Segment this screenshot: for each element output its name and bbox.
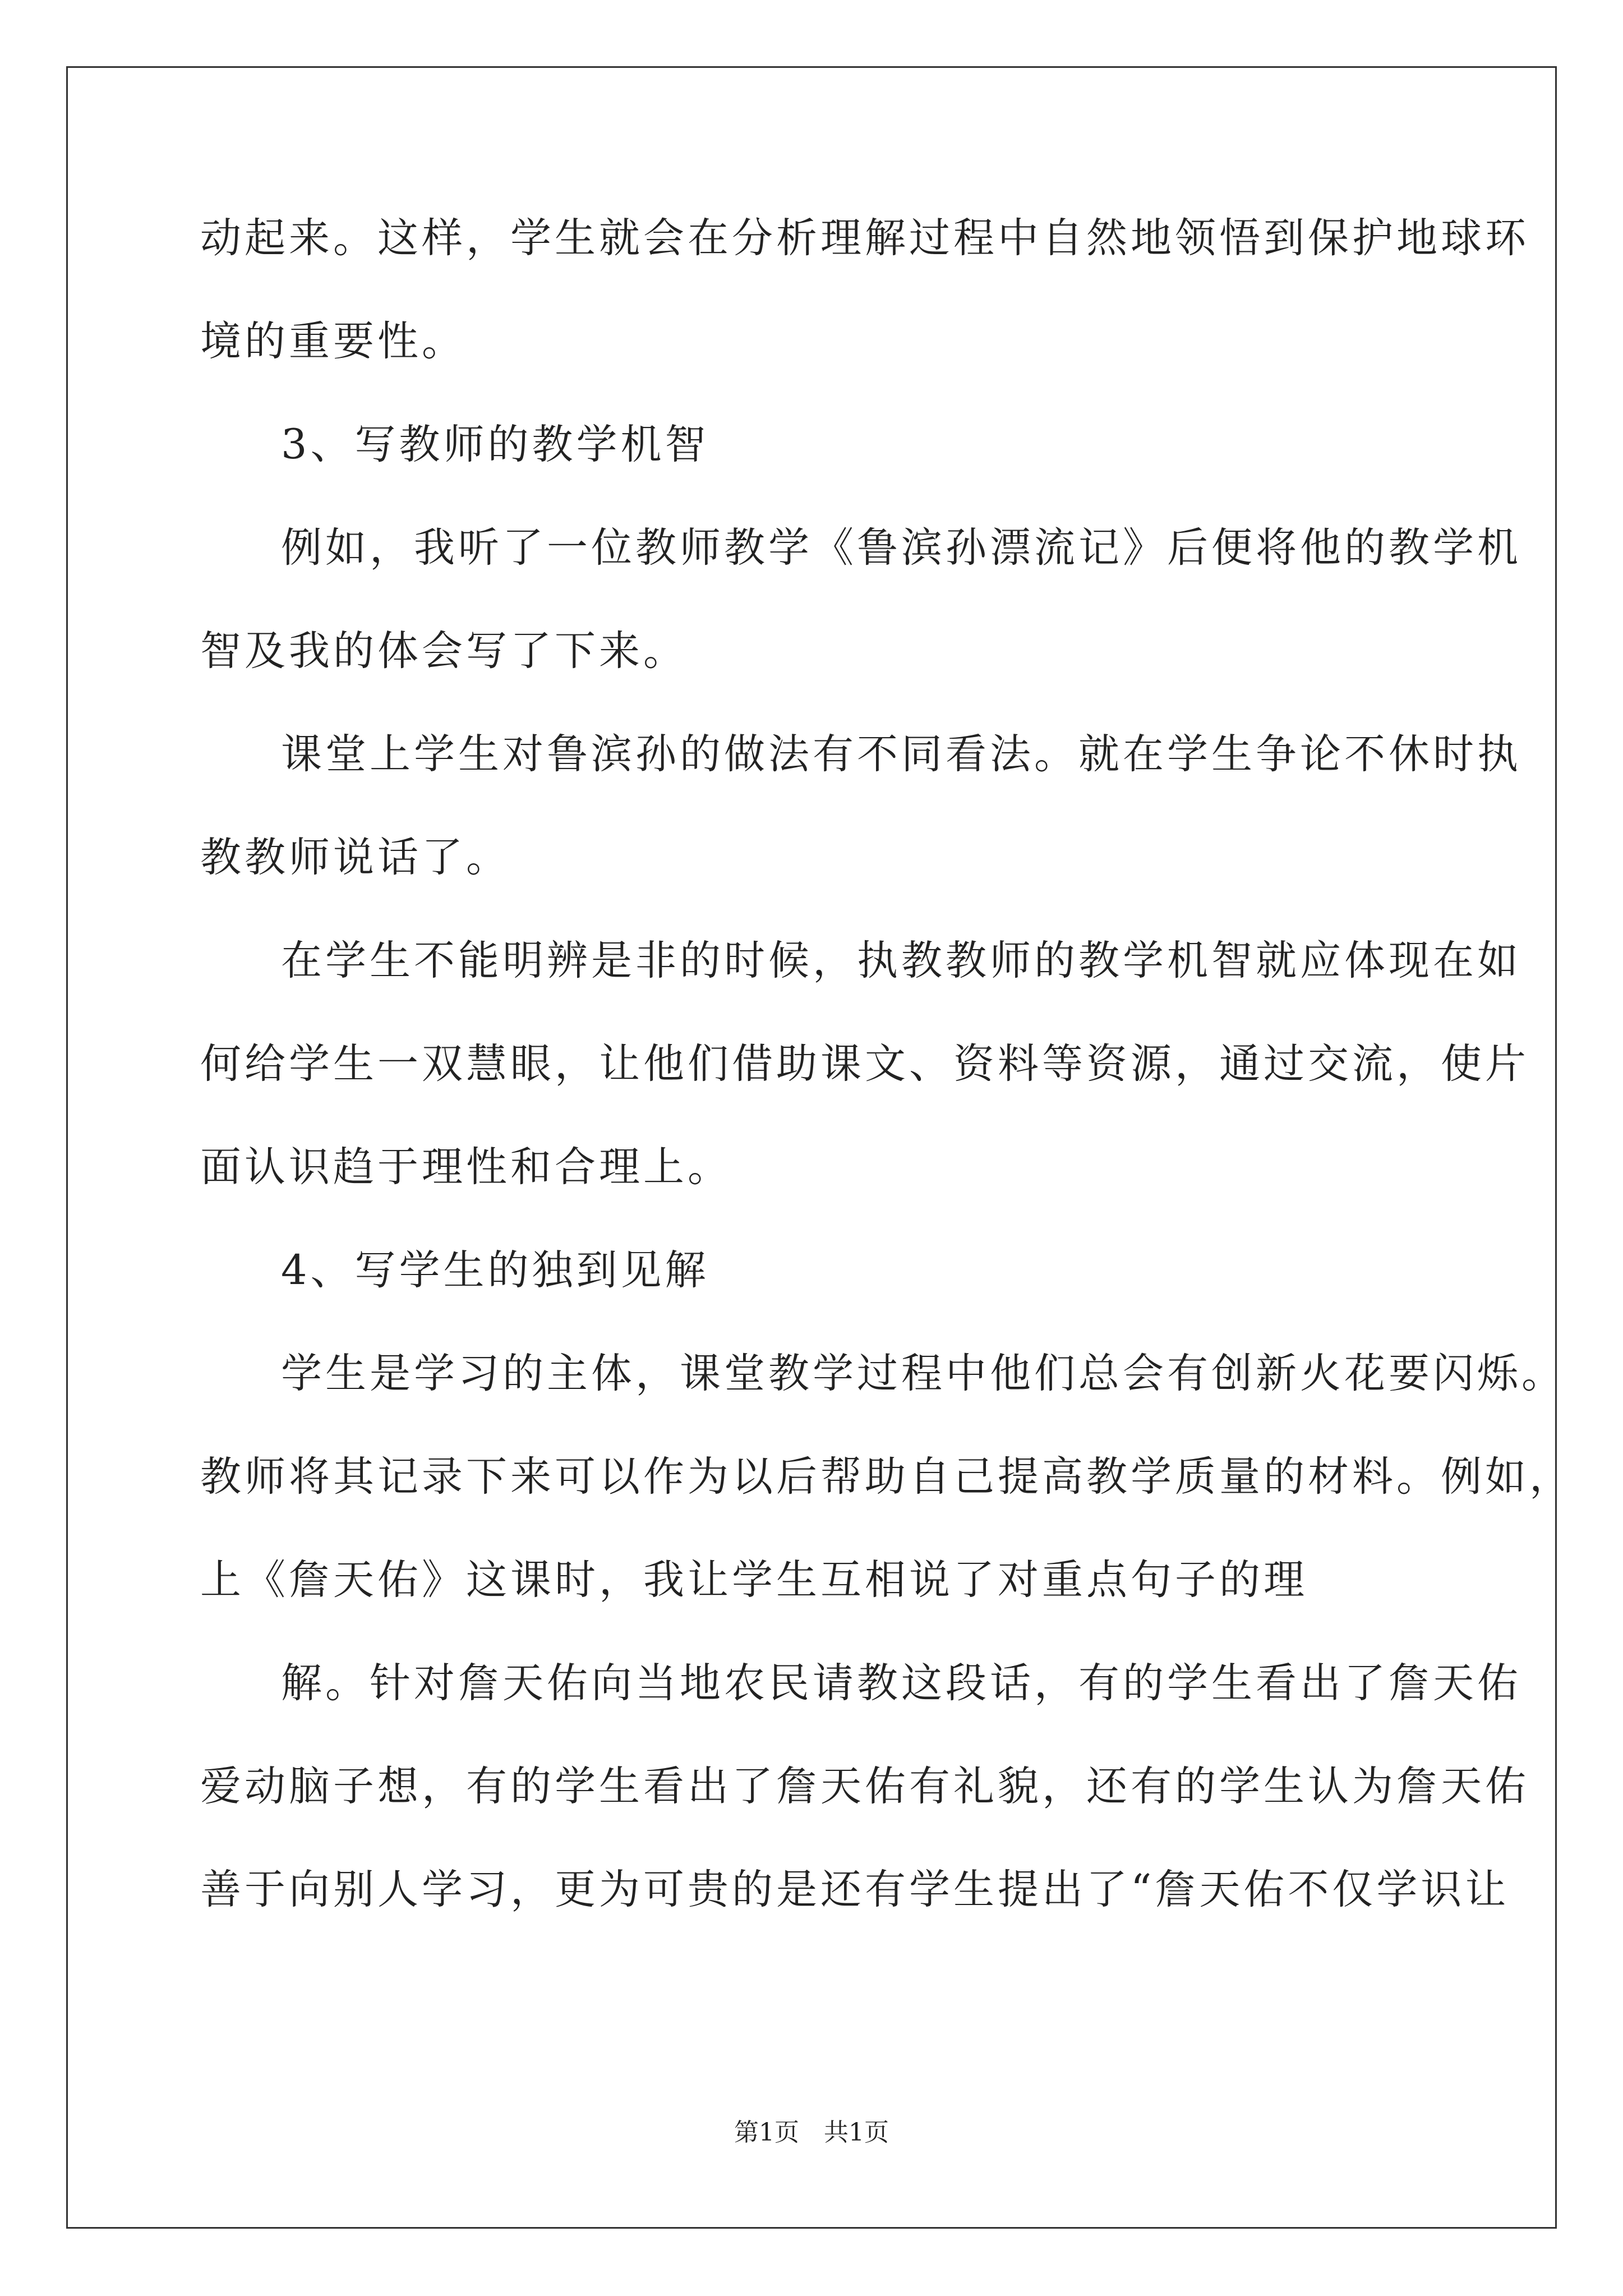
text-line-1: 动起来。这样，学生就会在分析理解过程中自然地领悟到保护地球环 — [200, 214, 1529, 262]
text-line-16: 爱动脑子想，有的学生看出了詹天佑有礼貌，还有的学生认为詹天佑 — [200, 1763, 1529, 1810]
text-line-14: 上《詹天佑》这课时，我让学生互相说了对重点句子的理 — [200, 1556, 1308, 1604]
text-line-8: 在学生不能明辨是非的时候，执教教师的教学机智就应体现在如 — [281, 937, 1521, 984]
text-line-9: 何给学生一双慧眼，让他们借助课文、资料等资源，通过交流，使片 — [200, 1040, 1529, 1088]
text-line-15: 解。针对詹天佑向当地农民请教这段话，有的学生看出了詹天佑 — [281, 1659, 1521, 1707]
text-line-7: 教教师说话了。 — [200, 834, 510, 881]
text-line-17: 善于向别人学习，更为可贵的是还有学生提出了“詹天佑不仅学识让 — [200, 1866, 1510, 1913]
text-line-5: 智及我的体会写了下来。 — [200, 627, 688, 675]
heading-teaching-wisdom: 3、写教师的教学机智 — [281, 421, 709, 468]
text-line-12: 学生是学习的主体，课堂教学过程中他们总会有创新火花要闪烁。 — [281, 1350, 1566, 1397]
page-number-footer: 第1页 共1页 — [734, 2118, 889, 2147]
text-line-13: 教师将其记录下来可以作为以后帮助自己提高教学质量的材料。例如， — [200, 1453, 1574, 1501]
text-line-10: 面认识趋于理性和合理上。 — [200, 1143, 732, 1191]
text-line-2: 境的重要性。 — [200, 318, 466, 365]
heading-student-insights: 4、写学生的独到见解 — [281, 1246, 709, 1294]
text-line-4: 例如，我听了一位教师教学《鲁滨孙漂流记》后便将他的教学机 — [281, 524, 1521, 572]
text-line-6: 课堂上学生对鲁滨孙的做法有不同看法。就在学生争论不休时执 — [281, 730, 1521, 778]
